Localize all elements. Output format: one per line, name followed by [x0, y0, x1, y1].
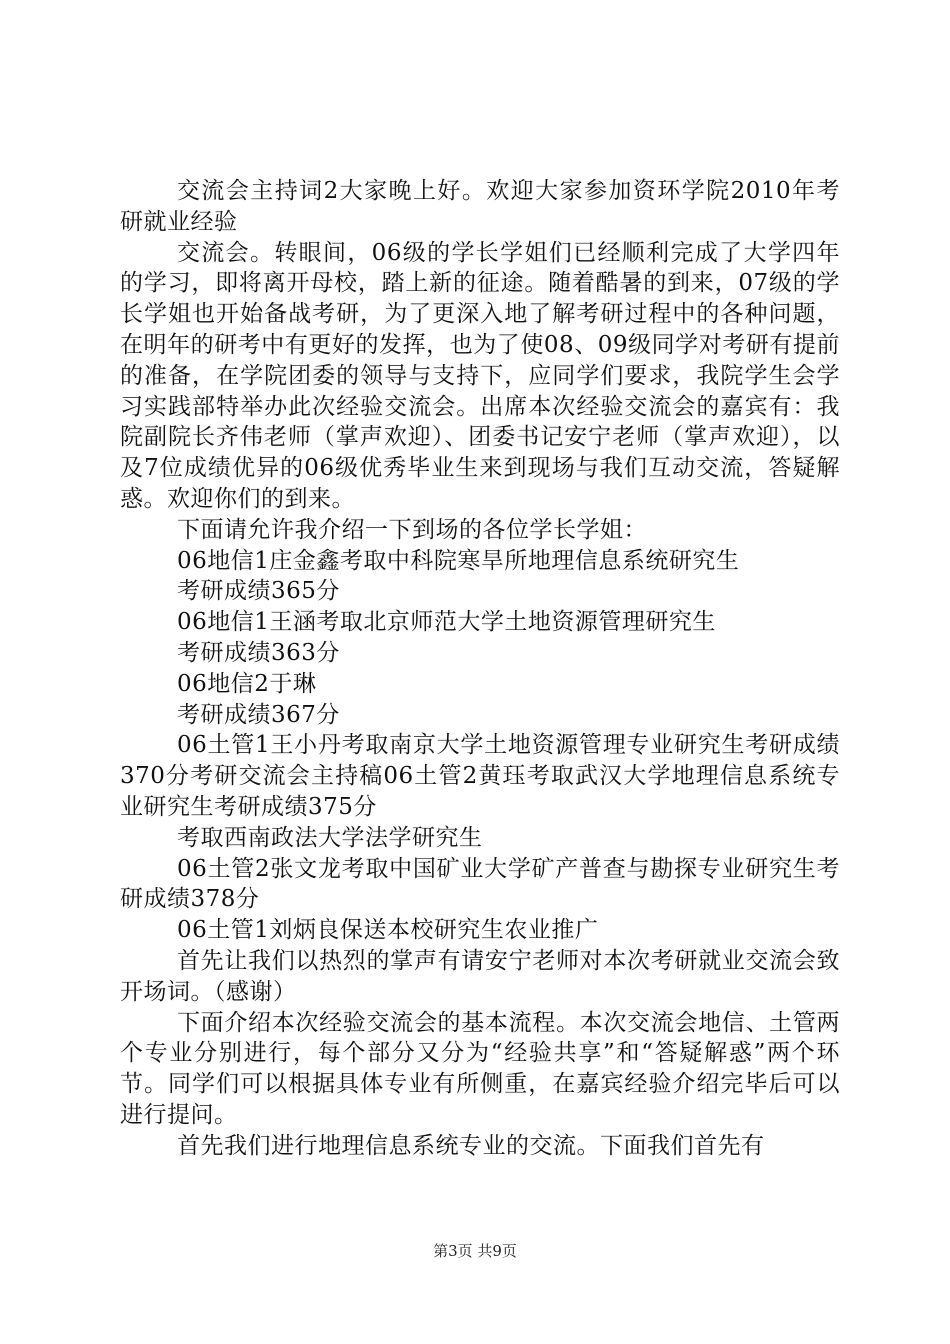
guest-score-1: 考研成绩365分 [177, 578, 340, 605]
guest-line-2: 06地信1王涵考取北京师范大学土地资源管理研究生 [177, 609, 716, 636]
paragraph-gis-start: 首先我们进行地理信息系统专业的交流。下面我们首先有 [177, 1132, 765, 1159]
guest-line-4-5: 06土管1王小丹考取南京大学土地资源管理专业研究生考研成绩370分考研交流会主持稿06土管2黄珏考取武汉大学地理信息系统专业研究生考研成绩375分 [120, 732, 840, 820]
guest-line-3: 06地信2于琳 [177, 670, 317, 697]
page-footer [0, 1240, 950, 1261]
page-number: 第3页 共9页 [433, 1242, 517, 1260]
paragraph-guest-intro: 下面请允许我介绍一下到场的各位学长学姐： [177, 516, 647, 543]
guest-line-7: 06土管2张文龙考取中国矿业大学矿产普查与勘探专业研究生考研成绩378分 [120, 855, 840, 913]
paragraph-process: 下面介绍本次经验交流会的基本流程。本次交流会地信、土管两个专业分别进行，每个部分又分为“经验共享”和“答疑解惑”两个环节。同学们可以根据具体专业有所侧重，在嘉宾经验介绍完毕后可以进行提问。 [120, 1009, 840, 1128]
guest-score-2: 考研成绩363分 [177, 639, 340, 666]
document-body [120, 176, 840, 1162]
guest-line-1: 06地信1庄金鑫考取中科院寒旱所地理信息系统研究生 [177, 547, 740, 574]
paragraph-intro-1: 交流会主持词2大家晚上好。欢迎大家参加资环学院2010年考研就业经验 [120, 178, 840, 235]
paragraph-opening-speech: 首先让我们以热烈的掌声有请安宁老师对本次考研就业交流会致开场词。（感谢） [120, 947, 840, 1005]
guest-score-3: 考研成绩367分 [177, 701, 340, 728]
guest-line-6: 考取西南政法大学法学研究生 [177, 824, 483, 851]
guest-line-8: 06土管1刘炳良保送本校研究生农业推广 [177, 917, 599, 944]
paragraph-intro-2: 交流会。转眼间，06级的学长学姐们已经顺利完成了大学四年的学习，即将离开母校，踏上新的征途。随着酷暑的到来，07级的学长学姐也开始备战考研，为了更深入地了解考研过程中的各种问题，在明年的研考中有更好的发挥，也为了使08、09级同学对考研有提前的准备，在学院团委的领导与支持下，应同学们要求，我院学生会学习实践部特举办此次经验交流会。出席本次经验交流会的嘉宾有：我院副院长齐伟老师（掌声欢迎）、团委书记安宁老师（掌声欢迎），以及7位成绩优异的06级优秀毕业生来到现场与我们互动交流，答疑解惑。欢迎你们的到来。 [120, 239, 840, 512]
